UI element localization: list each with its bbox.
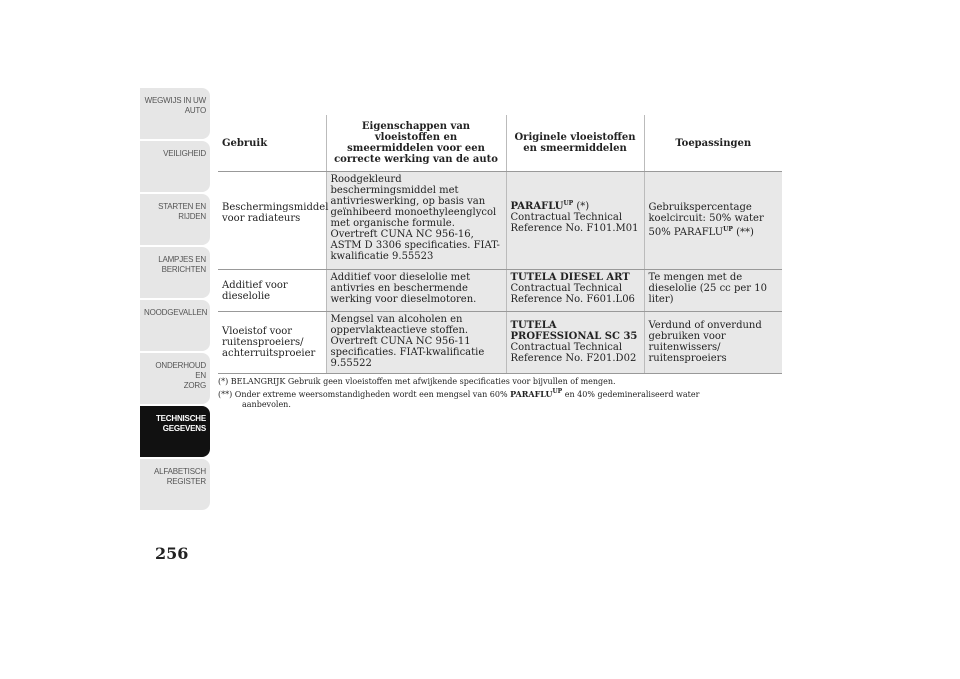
application-sup: UP (723, 226, 733, 233)
tab-veiligheid[interactable] (140, 141, 210, 192)
footnote-2-sup: UP (552, 388, 563, 395)
footnotes (218, 377, 782, 410)
cell-properties: Mengsel van alcoholen en oppervlakteactieve stoffen. Overtreft CUNA NC 956-11 specificaties. FIAT-kwalificatie 9.55522 (326, 312, 506, 374)
product-ref: Contractual Technical Reference No. F101.M01 (510, 212, 639, 234)
footnote-2 (218, 387, 782, 400)
footnote-2-rest: en 40% gedemineraliseerd water (562, 390, 700, 399)
application-mark: (**) (732, 227, 754, 238)
header-originele: Originele vloeistoffen en smeermiddelen (506, 115, 644, 172)
tab-label: LAMPJES EN BERICHTEN (158, 255, 206, 274)
cell-application: Te mengen met de dieselolie (25 cc per 10 liter) (644, 270, 782, 312)
footnote-2-brand: PARAFLU (510, 389, 553, 399)
tab-label: STARTEN EN RIJDEN (158, 202, 206, 221)
product-ref: Contractual Technical Reference No. F601.L06 (510, 283, 635, 305)
tab-wegwijs[interactable] (140, 88, 210, 139)
tab-label: TECHNISCHE GEGEVENS (155, 414, 206, 433)
table-header-row (218, 115, 782, 172)
tab-starten[interactable] (140, 194, 210, 245)
product-name: TUTELA DIESEL ART (510, 272, 630, 283)
application-text: Gebruikspercentage koelcircuit: 50% water 50% PARAFLU (648, 202, 764, 238)
main-content (218, 115, 782, 410)
footnote-1: (*) BELANGRIJK Gebruik geen vloeistoffen met afwijkende specificaties voor bijvullen of mengen. (218, 377, 616, 386)
fluids-table (218, 115, 782, 374)
table-row (218, 312, 782, 374)
product-ref: Contractual Technical Reference No. F201.D02 (510, 342, 637, 364)
tab-label: NOODGEVALLEN (144, 308, 208, 317)
footnote-2-text: (**) Onder extreme weersomstandigheden wordt een mengsel van 60% (218, 390, 511, 399)
page-number: 256 (155, 544, 189, 563)
tab-register[interactable] (140, 459, 210, 510)
cell-application (644, 172, 782, 270)
cell-application: Verdund of onverdund gebruiken voor ruitenwissers/ ruitensproeiers (644, 312, 782, 374)
cell-use: Beschermingsmiddel voor radiateurs (218, 172, 326, 270)
table-row (218, 172, 782, 270)
tab-label: VEILIGHEID (163, 149, 206, 158)
cell-properties: Roodgekleurd beschermingsmiddel met antivrieswerking, op basis van geïnhibeerd monoethyleenglycol met organische formule. Overtreft CUNA NC 956-16, ASTM D 3306 specificaties. FIAT-kwalificatie 9.55523 (326, 172, 506, 270)
product-name: TUTELA PROFESSIONAL SC 35 (510, 320, 638, 342)
tab-label: ALFABETISCH REGISTER (153, 467, 206, 486)
cell-product (506, 270, 644, 312)
header-gebruik: Gebruik (218, 115, 326, 172)
tab-onderhoud[interactable] (140, 353, 210, 404)
tab-label: ONDERHOUD EN ZORG (155, 361, 206, 390)
tab-label: WEGWIJS IN UW AUTO (144, 96, 206, 115)
cell-product (506, 172, 644, 270)
cell-product (506, 312, 644, 374)
product-name: PARAFLU (510, 201, 564, 212)
cell-properties: Additief voor dieselolie met antivries en beschermende werking voor dieselmotoren. (326, 270, 506, 312)
product-mark: (*) (573, 201, 590, 212)
tab-noodgevallen[interactable] (140, 300, 210, 351)
tab-technische-gegevens[interactable] (140, 406, 210, 457)
table-row (218, 270, 782, 312)
cell-use: Additief voor dieselolie (218, 270, 326, 312)
product-sup: UP (563, 200, 574, 207)
chapter-tabs (140, 88, 210, 512)
footnote-2-continued: aanbevolen. (242, 400, 291, 409)
cell-use: Vloeistof voor ruitensproeiers/ achterruitsproeier (218, 312, 326, 374)
header-toepassingen: Toepassingen (644, 115, 782, 172)
tab-lampjes[interactable] (140, 247, 210, 298)
header-eigenschappen: Eigenschappen van vloeistoffen en smeermiddelen voor een correcte werking van de auto (326, 115, 506, 172)
